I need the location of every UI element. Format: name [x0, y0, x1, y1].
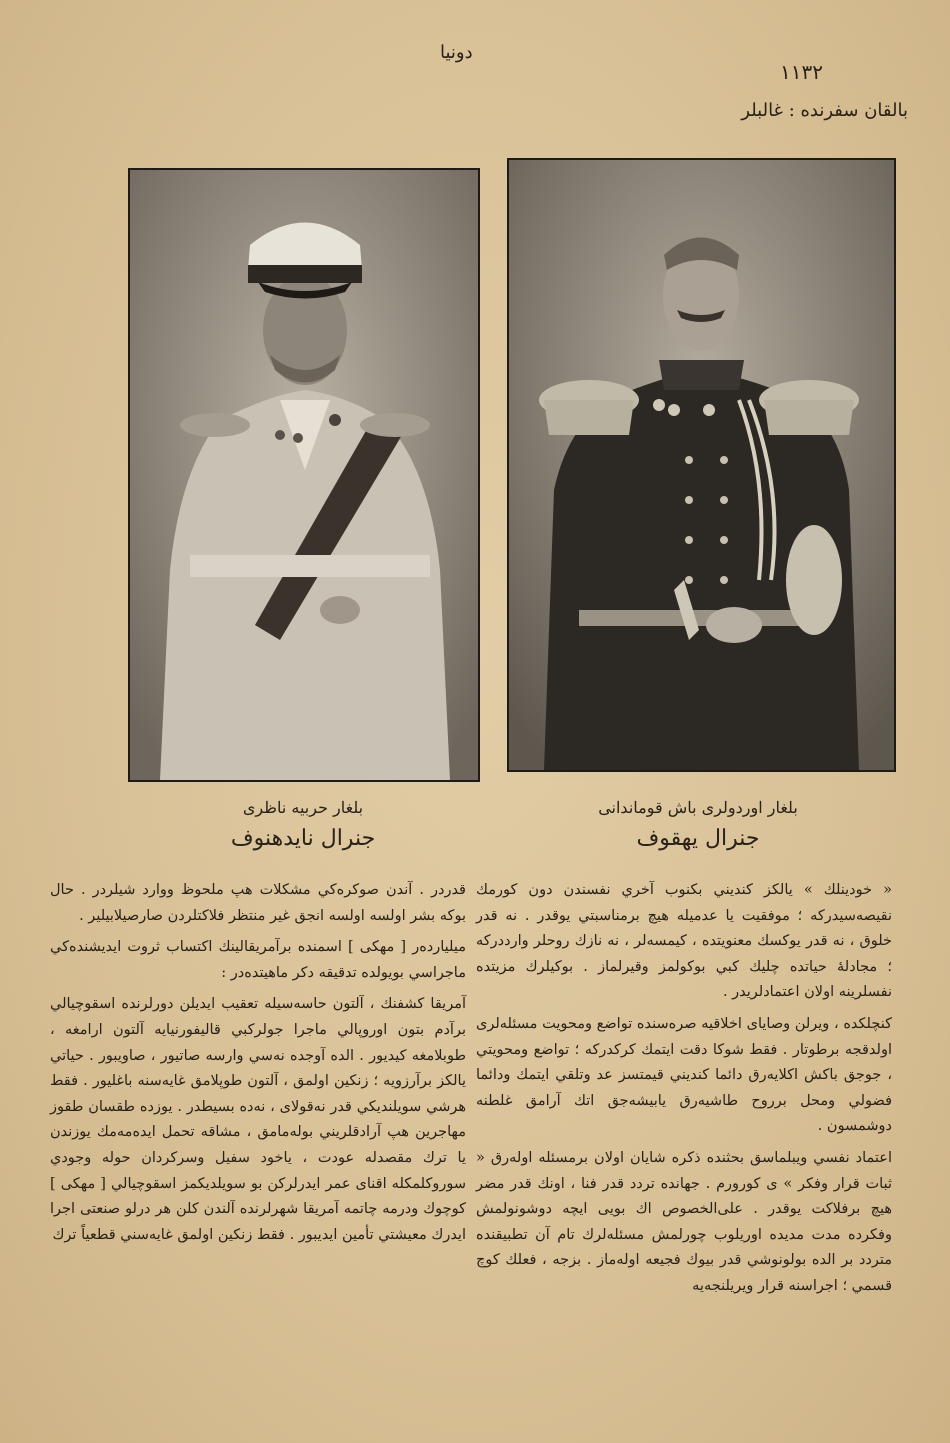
- paragraph: اعتماد نفسي ويبلماسق بحثنده ذكره شايان اولان برمسئله اوله‌رق « ثبات قرار وفكر » ى كورورم . جهانده تردد قدر فنا ، اونك قدر مضر هيچ برفلاكت يوقدر . على‌الخصوص اك بويى ايچه دوشونولمش وفكرده مدت مديده اوريلوب چورلمش مسئله‌لرك تام آن تطبيقنده متردد بر الده بولونوشي قدر بيوك فجيعه اوله‌ماز . بزجه ، فعلك كوچ قسمي ؛ اجراسنه قرار ويريلنجه‌يه: [476, 1149, 892, 1294]
- paragraph: آمريقا كشفنك ، آلتون حاسه‌سيله تعقيب ايديلن دورلرنده اسقوچيالي برآدم بتون اوروپالي ماجرا جولركبي قاليفورنيايه آلتون ارامغه ، طوبلامغه كيديور . الده آوجده نه‌سي وارسه صاتيور ، صاويبور . حياتي يالكز برآرزويه ؛ زنكين اولمق ، آلتون طوپلامق غايه‌سنه باغليور . فقط هرشي سويلنديكي قدر نه‌قولاى ، نه‌ده بسيطدر . يوزده طقسان طقوز مهاجرين هپ آرادقلريني بوله‌مامق ، مشاقه تحمل ايده‌مه‌مك يوزندن يا ترك مقصدله عودت ، ياخود سفيل وسركردان حوله وجودي سوروكلمكله اقناى عمر ايدرلركن بو سويلديكمز اسقوچيالي [ مهكى ] كوچوك ودرمه چاتمه آمريقا شهرلرنده آلندن كلن هر درلو صنعتى اجرا ايدرك معيشتي تأمين ايديبور . فقط زنكين اولمق غايه‌سني قطعياً ترك: [50, 996, 466, 1243]
- portrait-left-illustration: [130, 170, 478, 780]
- caption-right-name: جنرال يهقوف: [636, 826, 760, 851]
- text-column-right: [476, 878, 892, 1306]
- section-title: بالقان سفرنده : غالبلر: [741, 100, 908, 121]
- caption-left-name: جنرال نايدهنوف: [230, 826, 376, 851]
- paragraph: « خودينلك » يالكز كنديني بكنوب آخري نفسندن دون كورمك نقيصه‌سيدركه ؛ موفقيت يا عدميله هيچ برمناسبتي يوقدر . نه قدر خلوق ، نه قدر يوكسك معنويتده ، كيمسه‌لر ، نه نازك روحلر وارددركه ؛ مجادلهٔ حياتده چليك كبي بوكولمز وقيرلماز . بوكيلرك مزيتده نفسلرينه اولان اعتمادلريدر .: [476, 882, 892, 1001]
- caption-left-rank: بلغار حربيه ناظرى: [242, 798, 364, 817]
- paragraph: كنچلكده ، ويرلن وصاياى اخلاقيه صره‌سنده تواضع ومحويت مسئله‌لرى اولدقجه برطوتار . فقط شوكا دقت ايتمك كركدركه ؛ تواضع ومحويتي ، جوجق باكش اكلايه‌رق دائما كنديني قيمتسز عد وتلقي ايتمك ودائما فضولي ومحل برروح طاشيه‌رق يابيشه‌جق اتك آرامق غلطنه دوشمسون .: [476, 1015, 892, 1135]
- paragraph: قدردر . آندن صوكره‌كي مشكلات هپ ملحوظ ووارد شيلردر . حال بوكه بشر اولسه اولسه انجق غير منتظر فلاكتلردن صارصيلابيلير .: [50, 882, 466, 924]
- paragraph: ميليارده‌ر [ مهكى ] اسمنده برآمريقالينك اكتساب ثروت ايديشنده‌كي ماجراسي بويولده تدقيقه دكر ماهيتده‌در :: [50, 939, 466, 981]
- portrait-photo-right: [507, 158, 896, 772]
- text-column-left: [50, 878, 466, 1254]
- caption-right-rank: بلغار اوردولرى باش قوماندانى: [598, 798, 798, 817]
- page-number: ١١٣٢: [780, 60, 823, 84]
- journal-name: دونيا: [440, 42, 473, 63]
- portrait-photo-left: [128, 168, 480, 782]
- portrait-right-illustration: [509, 160, 894, 770]
